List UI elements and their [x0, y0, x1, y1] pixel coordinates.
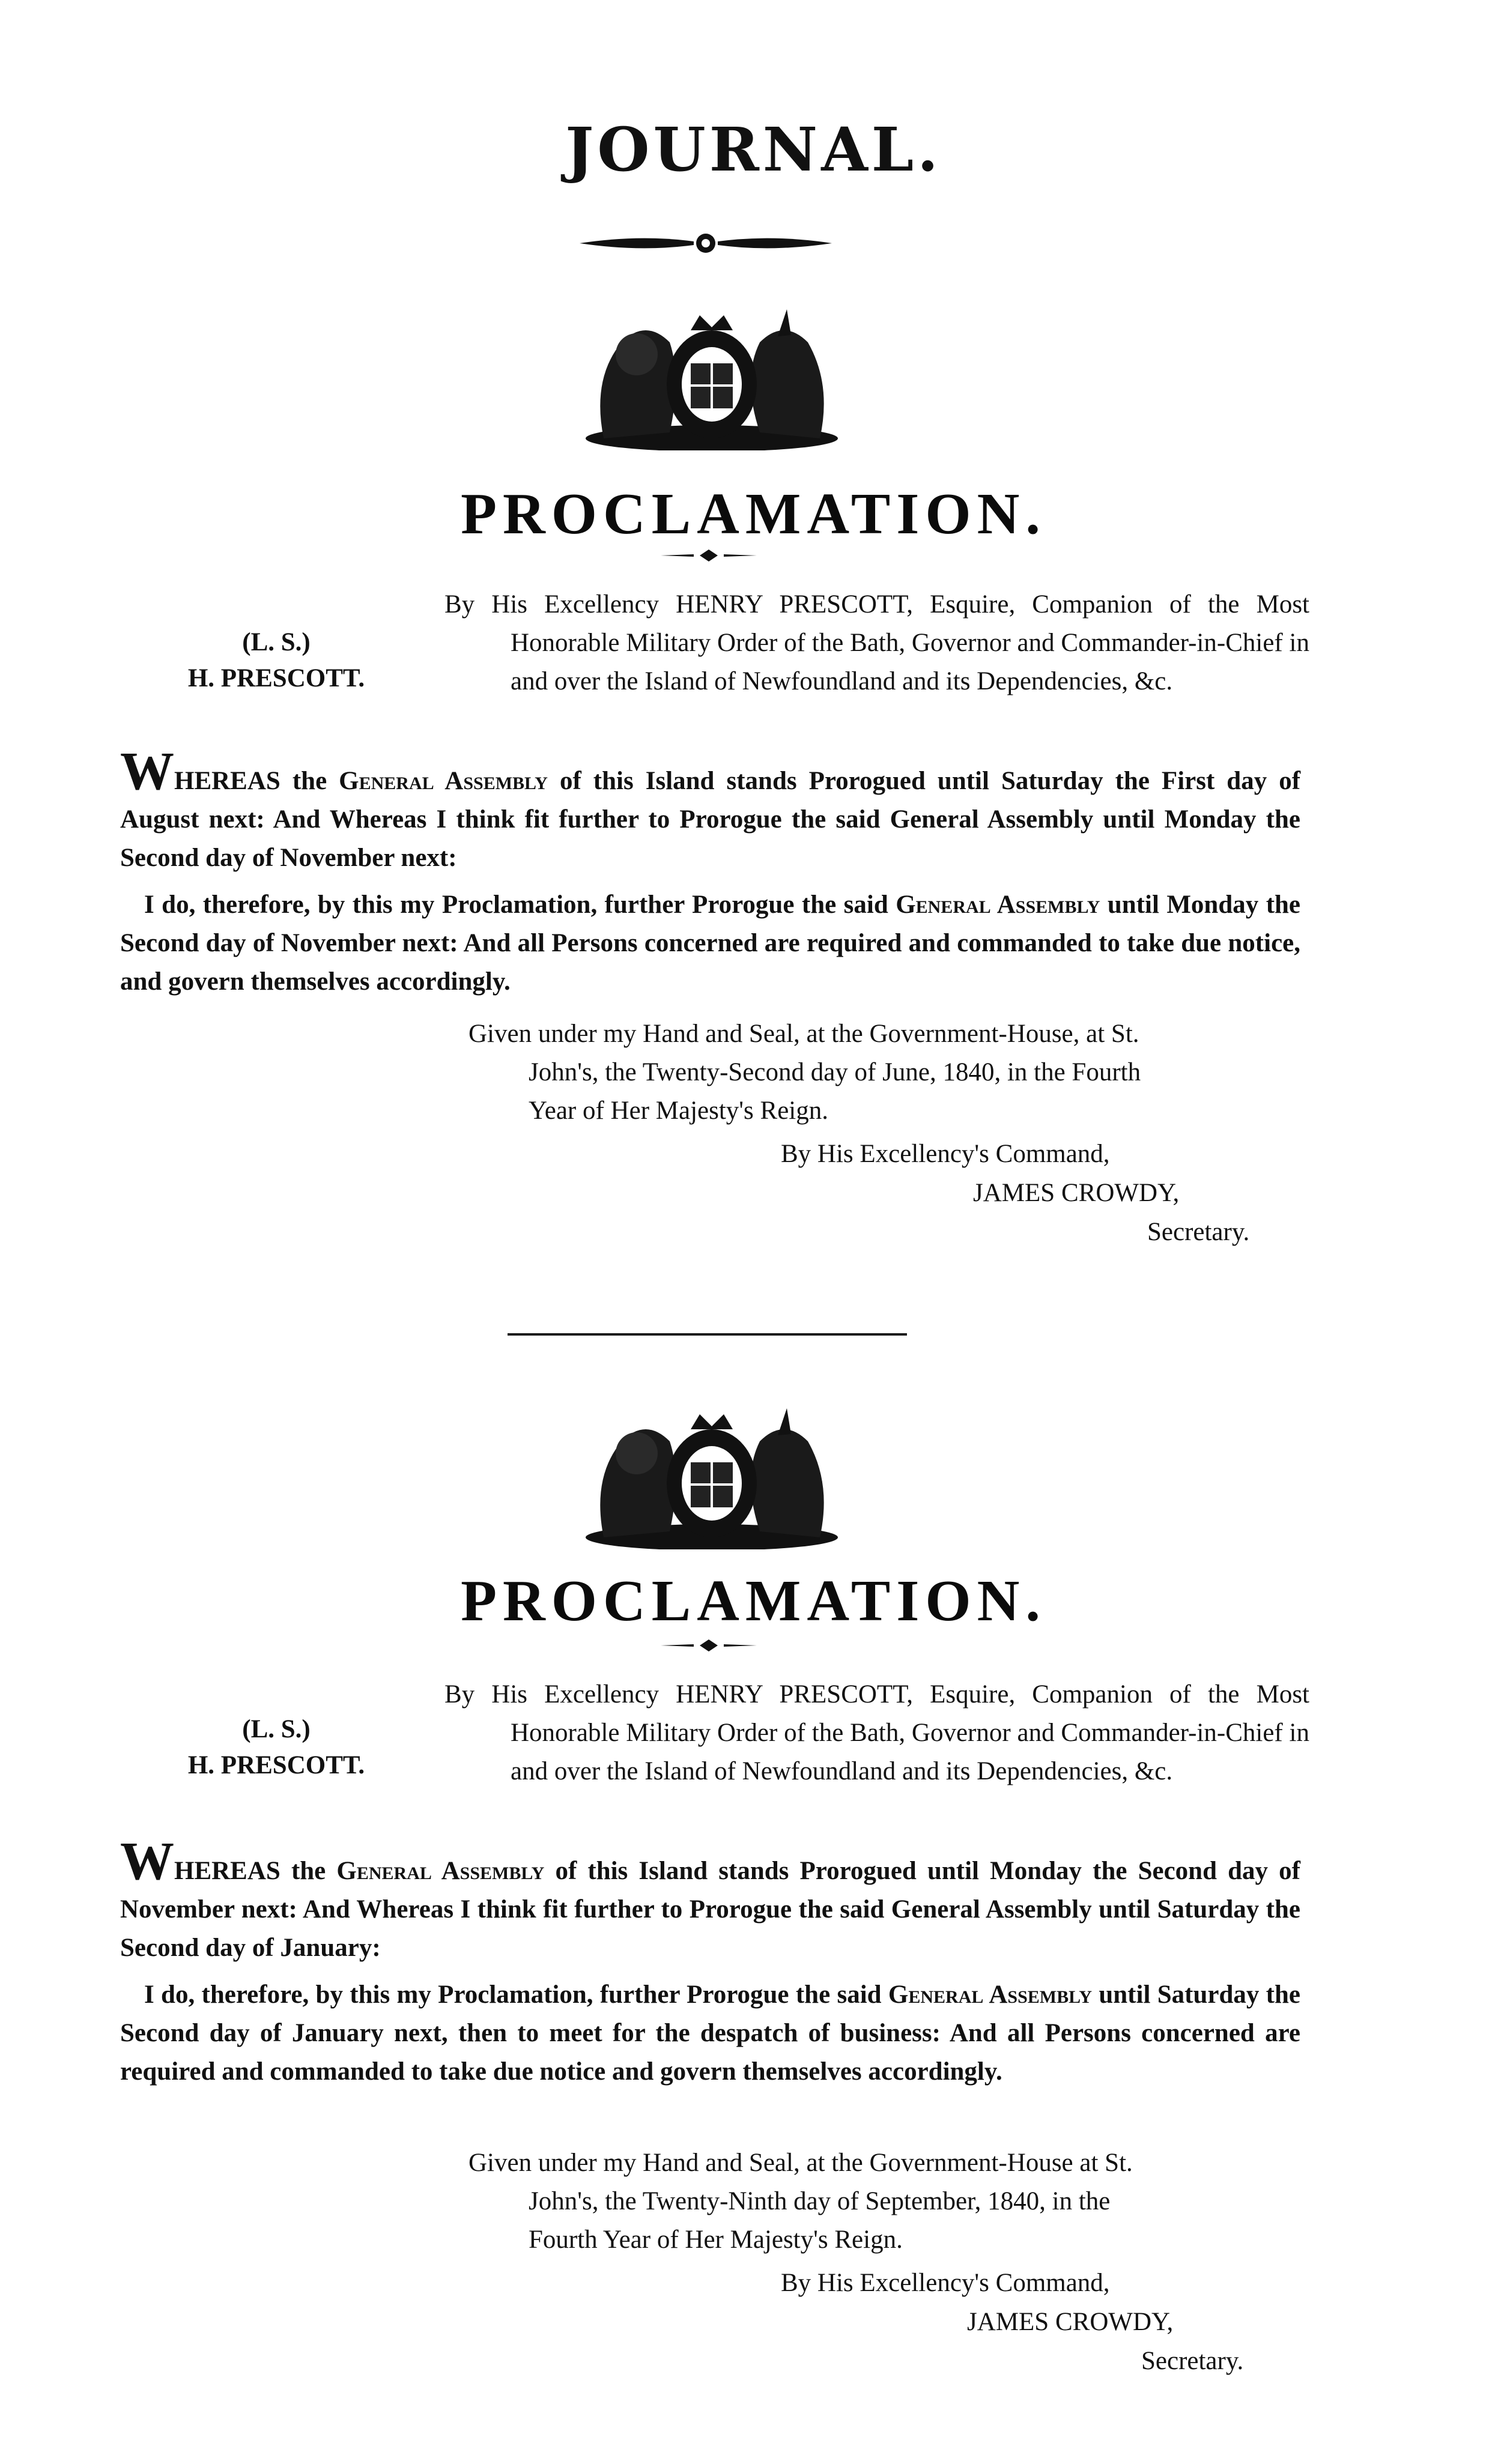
- proclamation-1-heading: PROCLAMATION.: [461, 482, 1046, 546]
- proclamation-1-given: Given under my Hand and Seal, at the Government-House, at St. John's, the Twenty-Second day of June, 1840, in the Fourth Year of Her Majesty's Reign.: [468, 1020, 1141, 1125]
- proclamation-1-secretary-title: Secretary.: [1147, 1218, 1250, 1246]
- proclamation-2-heading: PROCLAMATION.: [461, 1569, 1046, 1633]
- proclamation-1-decree: I do, therefore, by this my Proclamation, further Prorogue the said General Assembly until Monday the Second day of November next: And all Persons concerned are required and commanded to take due notice, and govern themselves accordingly.: [120, 891, 1301, 996]
- journal-title: JOURNAL.: [565, 114, 942, 185]
- proclamation-1-secretary-name: JAMES CROWDY,: [973, 1179, 1180, 1207]
- proclamation-2-given: Given under my Hand and Seal, at the Government-House at St. John's, the Twenty-Ninth day of September, 1840, in the Fourth Year of Her Majesty's Reign.: [468, 2149, 1133, 2254]
- proclamation-2-whereas: WHEREAS the General Assembly of this Island stands Prorogued until Monday the Second day of November next: And Whereas I think fit further to Prorogue the said General Assembly until Saturday the Second day of January:: [120, 1832, 1300, 1962]
- proclamation-2-command: By His Excellency's Command,: [781, 2269, 1110, 2297]
- title-ornament: [574, 228, 838, 258]
- proclamation-2-divider-ornament: [658, 1636, 760, 1654]
- proclamation-2-decree: I do, therefore, by this my Proclamation, further Prorogue the said General Assembly until Saturday the Second day of January next, then to meet for the despatch of business: And all Persons concerned are required and commanded to take due notice and govern themselves accordingly.: [120, 1981, 1301, 2086]
- dropcap: W: [120, 742, 174, 801]
- royal-coat-of-arms-icon: [580, 1405, 844, 1549]
- proclamation-1-command: By His Excellency's Command,: [781, 1140, 1110, 1168]
- section-divider: [508, 1333, 907, 1336]
- seal-signature: H. PRESCOTT.: [187, 1751, 365, 1779]
- proclamation-2-preamble: By His Excellency HENRY PRESCOTT, Esquire, Companion of the Most Honorable Military Order of the Bath, Governor and Commander-in-Chief in and over the Island of Newfoundland and its Dependencies, &c.: [444, 1680, 1309, 1785]
- proclamation-1-preamble: By His Excellency HENRY PRESCOTT, Esquire, Companion of the Most Honorable Military Order of the Bath, Governor and Commander-in-Chief in and over the Island of Newfoundland and its Dependencies, &c.: [444, 590, 1309, 695]
- seal-ls: (L. S.): [242, 628, 311, 656]
- proclamation-1-whereas: WHEREAS the General Assembly of this Island stands Prorogued until Saturday the First day of August next: And Whereas I think fit further to Prorogue the said General Assembly until Monday the Second day of November next:: [120, 742, 1301, 872]
- dropcap: W: [120, 1832, 174, 1891]
- proclamation-1-divider-ornament: [658, 546, 760, 565]
- proclamation-2-secretary-name: JAMES CROWDY,: [967, 2308, 1174, 2336]
- proclamation-1-seal: [132, 625, 420, 697]
- proclamation-2-seal: [132, 1712, 420, 1784]
- seal-ls: (L. S.): [242, 1715, 311, 1743]
- proclamation-2-secretary-title: Secretary.: [1141, 2347, 1244, 2375]
- royal-coat-of-arms-icon: [580, 306, 844, 450]
- seal-signature: H. PRESCOTT.: [187, 664, 365, 692]
